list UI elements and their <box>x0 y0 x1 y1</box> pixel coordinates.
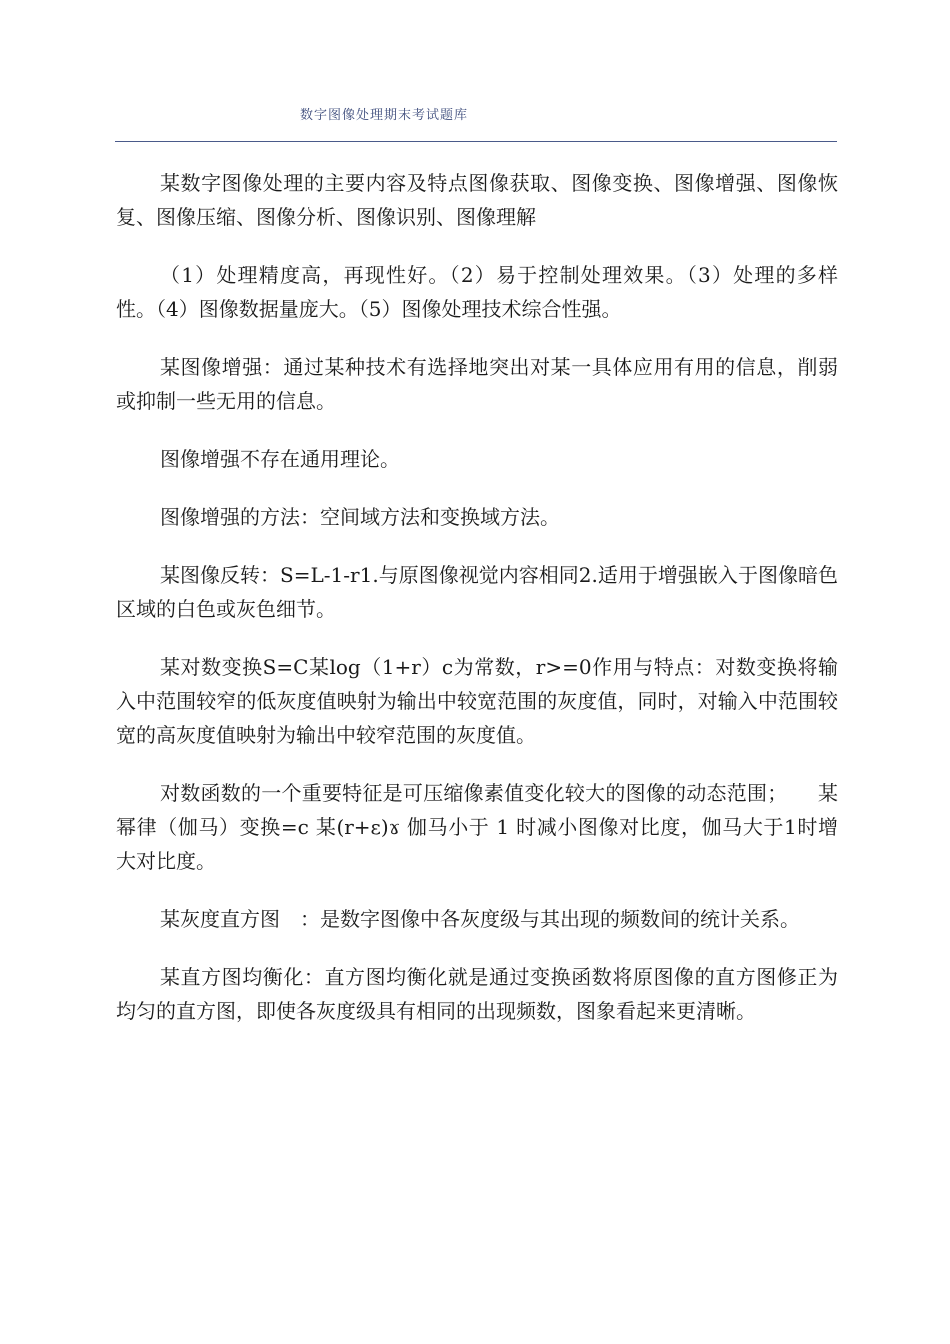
paragraph-features: （1）处理精度高，再现性好。（2）易于控制处理效果。（3）处理的多样性。（4）图像数据量庞大。（5）图像处理技术综合性强。 <box>116 263 838 321</box>
paragraph-histogram: 某灰度直方图 ：是数字图像中各灰度级与其出现的频数间的统计关系。 <box>160 907 800 931</box>
paragraph-log-transform: 某对数变换S=C某log（1+r）c为常数，r>=0作用与特点：对数变换将输入中范围较窄的低灰度值映射为输出中较宽范围的灰度值，同时，对输入中范围较宽的高灰度值映射为输出中较窄范围的灰度值。 <box>116 655 838 747</box>
paragraph-main-content: 某数字图像处理的主要内容及特点图像获取、图像变换、图像增强、图像恢复、图像压缩、图像分析、图像识别、图像理解 <box>116 171 838 229</box>
paragraph-image-inversion: 某图像反转：S=L-1-r1.与原图像视觉内容相同2.适用于增强嵌入于图像暗色区域的白色或灰色细节。 <box>116 563 838 621</box>
paragraph-enhancement-definition: 某图像增强：通过某种技术有选择地突出对某一具体应用有用的信息，削弱或抑制一些无用的信息。 <box>116 355 838 413</box>
paragraph-no-general-theory: 图像增强不存在通用理论。 <box>160 447 400 471</box>
paragraph-histogram-equalization: 某直方图均衡化：直方图均衡化就是通过变换函数将原图像的直方图修正为均匀的直方图，即使各灰度级具有相同的出现频数，图象看起来更清晰。 <box>116 965 838 1023</box>
paragraph-power-law: 对数函数的一个重要特征是可压缩像素值变化较大的图像的动态范围； 某幂律（伽马）变换=c 某(r+ε)ɤ 伽马小于 1 时减小图像对比度，伽马大于1时增大对比度。 <box>116 781 838 873</box>
page-header-title: 数字图像处理期末考试题库 <box>300 108 469 123</box>
paragraph-enhancement-methods: 图像增强的方法：空间域方法和变换域方法。 <box>160 505 560 529</box>
document-body <box>116 166 838 1028</box>
header-divider <box>115 141 837 142</box>
